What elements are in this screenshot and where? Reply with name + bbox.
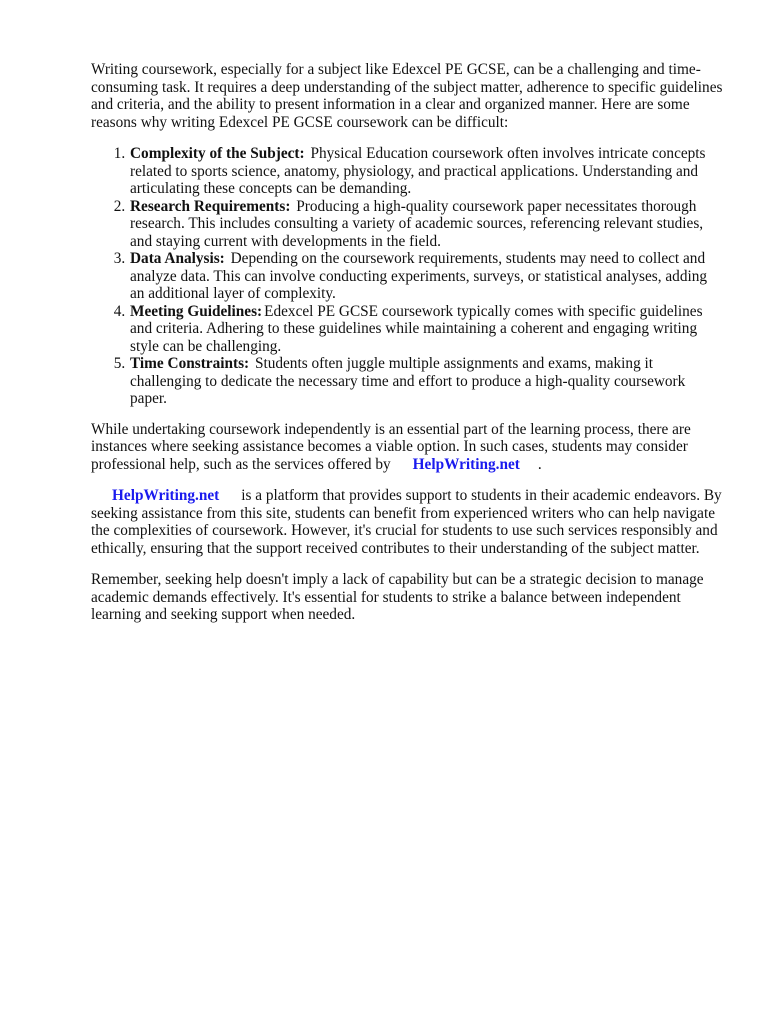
list-item-text: Students often juggle multiple assignments and exams, making it challenging to dedicate the necessary time and effort to produce a high-quality coursework paper.: [130, 355, 686, 407]
list-item-term: Research Requirements:: [130, 197, 291, 215]
platform-paragraph: [91, 487, 723, 557]
list-item-text: Edexcel PE GCSE coursework typically comes with specific guidelines and criteria. Adhering to these guidelines while maintaining a coherent and engaging writing style can be challenging.: [130, 302, 703, 355]
intro-paragraph: Writing coursework, especially for a subject like Edexcel PE GCSE, can be a challenging and time-consuming task. It requires a deep understanding of the subject matter, adherence to specific guidelines and criteria, and the ability to present information in a clear and organized manner. Here are some reasons why writing Edexcel PE GCSE coursework can be difficult:: [91, 61, 723, 131]
document-page: [91, 61, 723, 638]
assistance-paragraph: [91, 421, 723, 474]
list-item: [129, 250, 723, 303]
platform-text: is a platform that provides support to students in their academic endeavors. By seeking assistance from this site, students can benefit from experienced writers who can help navigate the complexities of coursework. However, it's crucial for students to use such services responsibly and ethically, ensuring that the support received contributes to their understanding of the subject matter.: [91, 487, 722, 557]
assistance-end: .: [537, 455, 542, 473]
closing-paragraph: Remember, seeking help doesn't imply a lack of capability but can be a strategic decision to manage academic demands effectively. It's essential for students to strike a balance between independent learning and seeking support when needed.: [91, 571, 704, 623]
list-item-term: Meeting Guidelines:: [130, 302, 263, 320]
list-item: [129, 198, 723, 251]
assistance-text: While undertaking coursework independently is an essential part of the learning process, there are instances where seeking assistance becomes a viable option. In such cases, students may consider professional help, such as the services offered by: [91, 420, 691, 473]
reasons-list: [91, 145, 723, 408]
list-item-text: Depending on the coursework requirements, students may need to collect and analyze data. This can involve conducting experiments, surveys, or statistical analyses, adding an additional layer of complexity.: [130, 250, 708, 302]
list-item-term: Data Analysis:: [130, 250, 225, 267]
list-item-term: Complexity of the Subject:: [130, 145, 305, 162]
list-item-text: Producing a high-quality coursework paper necessitates thorough research. This includes consulting a variety of academic sources, referencing relevant studies, and staying current with developments in the field.: [130, 197, 704, 250]
helpwriting-link[interactable]: HelpWriting.net: [112, 487, 220, 504]
helpwriting-link[interactable]: HelpWriting.net: [412, 455, 520, 473]
list-item-text: Physical Education coursework often involves intricate concepts related to sports science, anatomy, physiology, and practical applications. Understanding and articulating these concepts can be demanding.: [130, 145, 706, 197]
list-item: [129, 303, 723, 356]
list-item: [129, 145, 723, 198]
list-item-term: Time Constraints:: [130, 355, 250, 372]
list-item: [129, 355, 723, 408]
